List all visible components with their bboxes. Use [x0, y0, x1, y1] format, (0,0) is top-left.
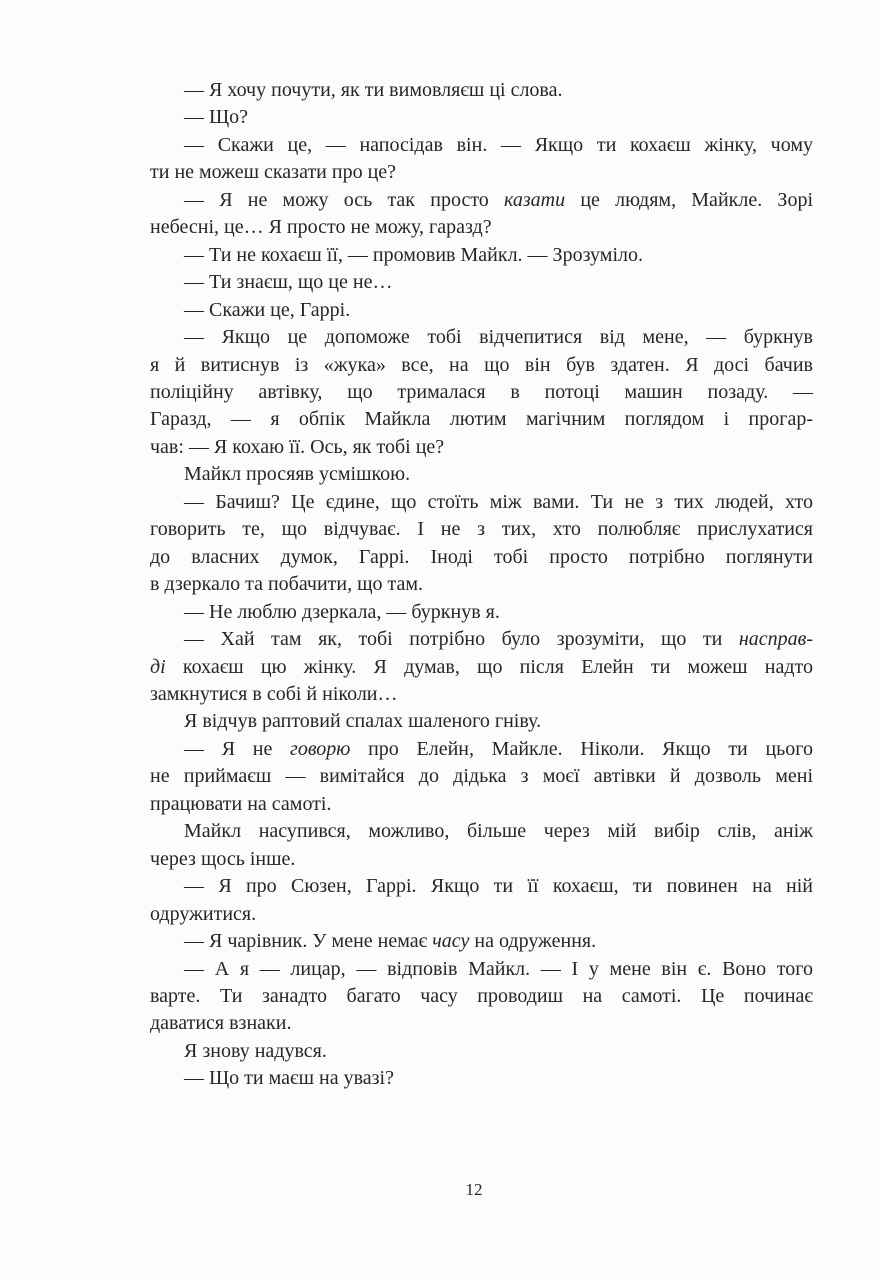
paragraph — [150, 1038, 813, 1065]
text-line — [150, 873, 813, 900]
text-segment: — Скажи це, Гаррі. — [184, 298, 351, 321]
text-segment: в дзеркало та побачити, що там. — [150, 573, 424, 596]
paragraph — [150, 928, 813, 955]
text-line — [150, 297, 813, 324]
text-segment: говорить те, що відчуває. І не з тих, хто полюбляє прислухатися — [150, 518, 813, 541]
text-segment: це людям, Майкле. Зорі — [565, 188, 814, 211]
paragraph — [150, 187, 813, 242]
text-segment: до власних думок, Гаррі. Іноді тобі просто потрібно поглянути — [150, 545, 813, 568]
text-segment: про Елейн, Майкле. Ніколи. Якщо ти цього — [350, 737, 814, 760]
text-line — [150, 599, 813, 626]
text-segment: — Що? — [184, 106, 249, 129]
paragraph — [150, 269, 813, 296]
text-segment: — Скажи це, — напосідав він. — Якщо ти кохаєш жінку, чому — [184, 133, 813, 156]
text-line — [150, 489, 813, 516]
text-segment: — А я — лицар, — відповів Майкл. — І у мене він є. Воно того — [184, 957, 813, 980]
text-segment: — Я хочу почути, як ти вимовляєш ці слова. — [184, 79, 563, 101]
text-segment: — Хай там як, тобі потрібно було зрозуміти, що ти — [184, 628, 739, 651]
text-segment: — Я не можу ось так просто — [184, 188, 505, 211]
text-segment: — Ти не кохаєш її, — промовив Майкл. — Зрозуміло. — [184, 243, 643, 266]
text-line — [150, 928, 813, 955]
paragraph — [150, 77, 813, 104]
text-line — [150, 516, 813, 543]
paragraph — [150, 297, 813, 324]
text-segment: чав: — Я кохаю її. Ось, як тобі це? — [150, 435, 445, 458]
paragraph — [150, 708, 813, 735]
text-segment: — Що ти маєш на увазі? — [184, 1067, 394, 1090]
text-segment: — Ти знаєш, що це не… — [184, 271, 393, 294]
paragraph — [150, 599, 813, 626]
text-line — [150, 159, 813, 186]
italic-text: насправ- — [738, 628, 813, 651]
text-segment: не приймаєш — вимітайся до дідька з моєї автівки й дозволь мені — [150, 765, 813, 788]
text-segment: — Якщо це допоможе тобі відчепитися від мене, — буркнув — [184, 326, 813, 349]
text-segment: поліційну автівку, що трималася в потоці машин позаду. — — [150, 380, 813, 403]
text-segment: на одруження. — [469, 930, 597, 953]
text-line — [150, 708, 813, 735]
text-segment: працювати на самоті. — [150, 792, 332, 815]
paragraph — [150, 873, 813, 928]
text-segment: Гаразд, — я обпік Майкла лютим магічним поглядом і прогар- — [150, 408, 813, 431]
italic-text: казати — [504, 188, 566, 211]
italic-text: ді — [150, 655, 166, 678]
text-line — [150, 104, 813, 131]
text-line — [150, 956, 813, 983]
text-line — [150, 901, 813, 928]
text-line — [150, 324, 813, 351]
text-line — [150, 1065, 813, 1092]
text-segment: — Я чарівник. У мене немає — [184, 930, 433, 953]
italic-text: говорю — [290, 737, 351, 760]
paragraph — [150, 324, 813, 461]
paragraph — [150, 1065, 813, 1092]
text-line — [150, 626, 813, 653]
text-segment: — Я не — [184, 737, 291, 760]
text-segment: через щось інше. — [150, 847, 296, 870]
text-segment: кохаєш цю жінку. Я думав, що після Елейн ти можеш надто — [165, 655, 813, 678]
paragraph — [150, 736, 813, 818]
italic-text: часу — [432, 930, 470, 953]
paragraph — [150, 956, 813, 1038]
text-line — [150, 818, 813, 845]
text-segment: даватися взнаки. — [150, 1012, 292, 1035]
text-line — [150, 379, 813, 406]
text-segment: ти не можеш сказати про це? — [150, 161, 397, 184]
text-segment: замкнутися в собі й ніколи… — [150, 682, 398, 705]
text-line — [150, 983, 813, 1010]
text-line — [150, 1038, 813, 1065]
text-line — [150, 77, 813, 104]
paragraph — [150, 132, 813, 187]
text-segment: Я знову надувся. — [184, 1039, 327, 1062]
text-line — [150, 269, 813, 296]
text-line — [150, 352, 813, 379]
text-line — [150, 461, 813, 488]
paragraph — [150, 489, 813, 599]
text-segment: варте. Ти занадто багато часу проводиш на самоті. Це починає — [150, 984, 813, 1007]
text-segment: — Я про Сюзен, Гаррі. Якщо ти її кохаєш, ти повинен на ній — [184, 875, 813, 898]
text-line — [150, 132, 813, 159]
paragraph — [150, 104, 813, 131]
text-line — [150, 434, 813, 461]
text-line — [150, 242, 813, 269]
text-line — [150, 681, 813, 708]
paragraph — [150, 626, 813, 708]
paragraph — [150, 461, 813, 488]
text-line — [150, 406, 813, 433]
text-segment: я й витиснув із «жука» все, на що він був здатен. Я досі бачив — [150, 353, 813, 376]
text-line — [150, 544, 813, 571]
text-segment: Майкл насупився, можливо, більше через мій вибір слів, аніж — [184, 820, 813, 843]
text-segment: Я відчув раптовий спалах шаленого гніву. — [184, 710, 542, 733]
text-line — [150, 763, 813, 790]
text-line — [150, 1010, 813, 1037]
page-body-text — [150, 77, 813, 1093]
text-segment: небесні, це… Я просто не можу, гаразд? — [150, 216, 492, 239]
text-line — [150, 846, 813, 873]
text-segment: — Бачиш? Це єдине, що стоїть між вами. Ти не з тих людей, хто — [184, 490, 813, 513]
paragraph — [150, 818, 813, 873]
text-segment: Майкл просяяв усмішкою. — [184, 463, 411, 486]
text-line — [150, 654, 813, 681]
text-segment: одружитися. — [150, 902, 257, 925]
text-line — [150, 791, 813, 818]
text-line — [150, 571, 813, 598]
text-line — [150, 187, 813, 214]
text-line — [150, 214, 813, 241]
page-number: 12 — [465, 1180, 483, 1199]
paragraph — [150, 242, 813, 269]
text-line — [150, 736, 813, 763]
text-segment: — Не люблю дзеркала, — буркнув я. — [184, 600, 500, 623]
